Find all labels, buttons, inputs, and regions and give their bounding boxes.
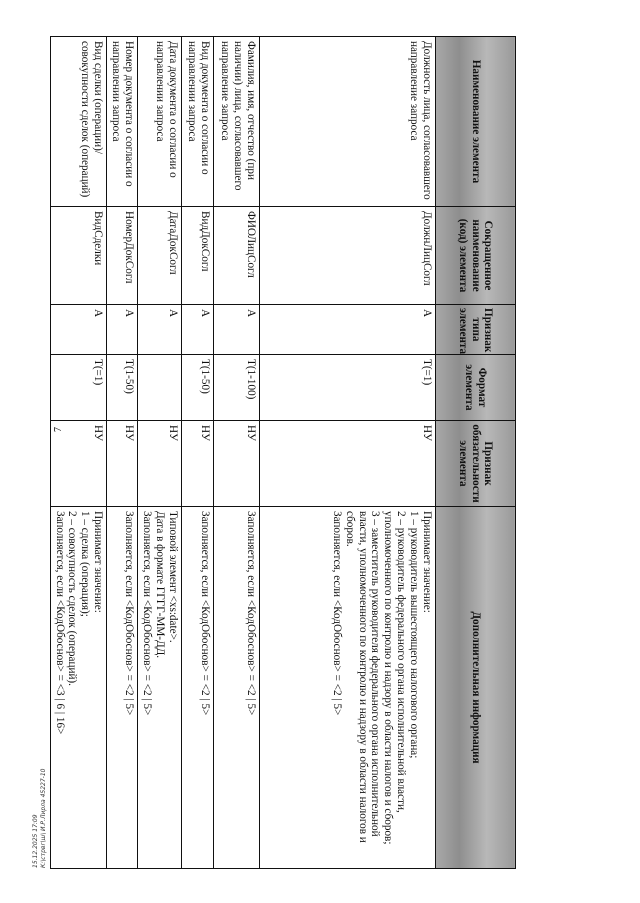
table-row — [182, 37, 214, 869]
info-line: Принимает значение: — [92, 511, 105, 613]
header-code: Сокращенное наименование (код) элемента — [436, 207, 516, 305]
info-line: Заполняется, если <КодОбоснов> = <2 | 5> — [141, 511, 154, 716]
cell-type: А — [260, 305, 436, 355]
info-line: Заполняется, если <КодОбоснов> = <3 | 6 | 16> — [53, 511, 66, 735]
cell-required: НУ — [107, 421, 138, 507]
cell-format: T(=1) — [50, 355, 107, 421]
page-number: 7 — [53, 427, 64, 432]
header-name: Наименование элемента — [436, 37, 516, 207]
cell-code: НомерДокСогл — [107, 207, 138, 305]
stamp-line-1: 15.12.2025 17:09 — [32, 814, 39, 868]
cell-format: T(=1) — [260, 355, 436, 421]
cell-code: ДатаДокСогл — [138, 207, 182, 305]
cell-info — [260, 507, 436, 869]
info-line: 1 – руководитель вышестоящего налогового органа; — [408, 511, 421, 759]
table-row — [50, 37, 107, 869]
table-header-row — [436, 37, 516, 869]
info-line: 1 – сделка (операция); — [79, 511, 92, 617]
cell-type: А — [182, 305, 214, 355]
cell-code: ДолжнЛицСогл — [260, 207, 436, 305]
header-info: Дополнительная информация — [436, 507, 516, 869]
cell-type: А — [50, 305, 107, 355]
cell-format: T(1-50) — [107, 355, 138, 421]
cell-required: НУ — [260, 421, 436, 507]
cell-format: T(1-100) — [214, 355, 260, 421]
cell-name: Дата документа о согласии о направлении запроса — [138, 37, 182, 207]
cell-required: НУ — [182, 421, 214, 507]
elements-table-wrapper — [53, 36, 516, 868]
info-line: Дата в формате ГГГГ-ММ-ДД. — [154, 511, 167, 659]
cell-info — [107, 507, 138, 869]
cell-name: Вид сделки (операции)/ совокупности сделок (операций) — [50, 37, 107, 207]
cell-info — [138, 507, 182, 869]
cell-info — [182, 507, 214, 869]
cell-required: НУ — [138, 421, 182, 507]
registration-stamp — [32, 628, 48, 868]
info-line: Заполняется, если <КодОбоснов> = <2 | 5> — [245, 511, 257, 716]
info-line: Заполняется, если <КодОбоснов> = <2 | 5> — [330, 511, 343, 716]
header-required: Признак обязательности элемента — [436, 421, 516, 507]
header-type: Признак типа элемента — [436, 305, 516, 355]
cell-required: НУ — [214, 421, 260, 507]
cell-name: Номер документа о согласии о направлении запроса — [107, 37, 138, 207]
info-line: Принимает значение: — [421, 511, 433, 613]
elements-table — [50, 36, 516, 869]
header-format: Формат элемента — [436, 355, 516, 421]
cell-name: Фамилия, имя, отчество (при наличии) лица, согласовавшего направление запроса — [214, 37, 260, 207]
info-line: Типовой элемент <xs:date>. — [167, 511, 179, 643]
info-line: Заполняется, если <КодОбоснов> = <2 | 5> — [199, 511, 211, 716]
cell-code: ВидСделки — [50, 207, 107, 305]
cell-type: А — [214, 305, 260, 355]
table-row — [260, 37, 436, 869]
cell-required: НУ — [50, 421, 107, 507]
table-row — [138, 37, 182, 869]
info-line: 3 – заместитель руководителя федерального органа исполнительной власти, уполномоченного по контролю и надзору в области налогов и сборов. — [343, 511, 382, 843]
info-line: 2 – руководитель федерального органа исполнительной власти, уполномоченного по контролю и надзору в области налогов и сборов; — [382, 511, 408, 845]
cell-code: ФИОЛицСогл — [214, 207, 260, 305]
info-line: Заполняется, если <КодОбоснов> = <2 | 5> — [123, 511, 135, 716]
cell-type: А — [138, 305, 182, 355]
table-row — [214, 37, 260, 869]
cell-format — [138, 355, 182, 421]
cell-code: ВидДокСогл — [182, 207, 214, 305]
cell-format: T(1-50) — [182, 355, 214, 421]
info-line: 2 – совокупность сделок (операций). — [66, 511, 79, 686]
table-row — [107, 37, 138, 869]
stamp-line-2: К:\стрвг\ш\ И.Р.Лирла 45227-10 — [40, 768, 47, 868]
cell-name: Вид документа о согласии о направлении запроса — [182, 37, 214, 207]
cell-info — [214, 507, 260, 869]
cell-name: Должность лица, согласовавшего направление запроса — [260, 37, 436, 207]
cell-info — [50, 507, 107, 869]
cell-type: А — [107, 305, 138, 355]
